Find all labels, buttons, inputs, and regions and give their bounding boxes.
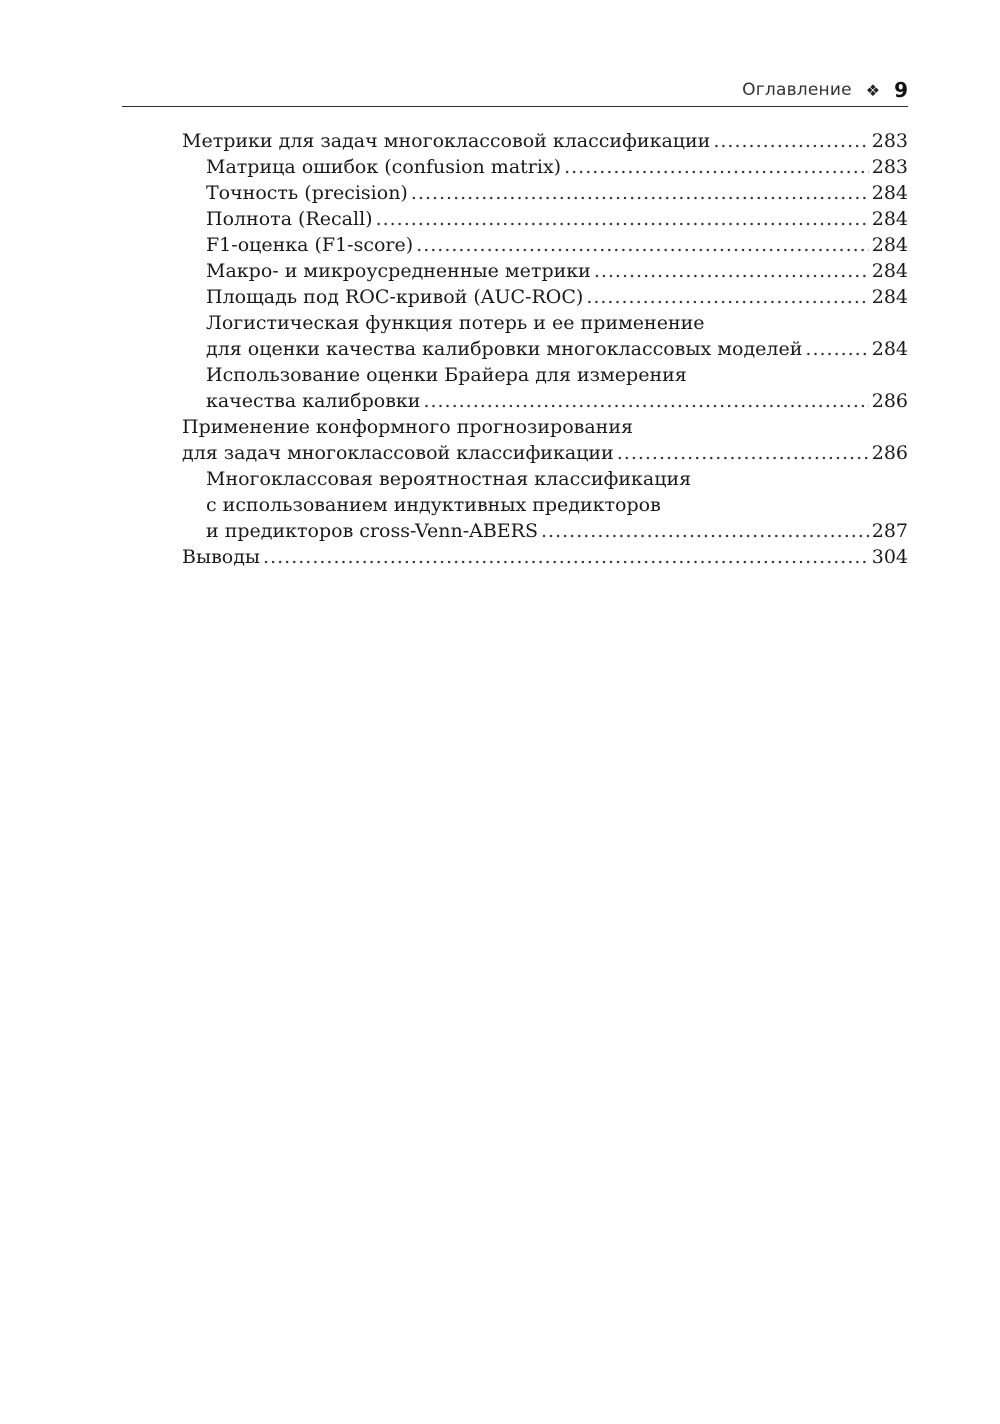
toc-entry[interactable]: [182, 154, 908, 180]
toc-page-number[interactable]: 286: [871, 390, 908, 412]
toc-entry-final-line: [206, 154, 908, 180]
toc-entry-title-line: Матрица ошибок (confusion matrix): [206, 156, 562, 178]
toc-entry-title-line: Метрики для задач многоклассовой классификации: [182, 130, 711, 152]
fleuron-ornament-icon: ❖: [865, 80, 881, 100]
dot-leader: [376, 206, 869, 232]
toc-entry-final-line: [206, 232, 908, 258]
toc-page-number[interactable]: 284: [871, 234, 908, 256]
toc-entry[interactable]: [182, 466, 908, 544]
running-header-title: Оглавление: [742, 80, 852, 100]
toc-entry[interactable]: [182, 284, 908, 310]
toc-page-number[interactable]: 283: [871, 130, 908, 152]
toc-page-number[interactable]: 284: [871, 208, 908, 230]
toc-entry-final-line: [206, 388, 908, 414]
toc-entry-final-line: [206, 258, 908, 284]
toc-entry-title-line: для оценки качества калибровки многоклассовых моделей: [206, 338, 803, 360]
dot-leader: [411, 180, 869, 206]
dot-leader: [713, 128, 868, 154]
dot-leader: [541, 518, 869, 544]
toc-entry[interactable]: [182, 414, 908, 466]
toc-entry-title-line: Выводы: [182, 546, 261, 568]
toc-page-number[interactable]: 284: [871, 182, 908, 204]
toc-page-number[interactable]: 284: [871, 338, 908, 360]
dot-leader: [586, 284, 868, 310]
toc-entry[interactable]: [182, 128, 908, 154]
toc-page-number[interactable]: 287: [871, 520, 908, 542]
toc-entry-final-line: [182, 544, 908, 570]
toc-entry-title-line: F1-оценка (F1-score): [206, 234, 414, 256]
toc-entry-title-line: качества калибровки: [206, 390, 421, 412]
toc-entry[interactable]: [182, 362, 908, 414]
dot-leader: [564, 154, 869, 180]
dot-leader: [594, 258, 869, 284]
dot-leader: [423, 388, 868, 414]
toc-page-number[interactable]: 286: [871, 442, 908, 464]
toc-entry-final-line: [206, 284, 908, 310]
toc-entry[interactable]: [182, 180, 908, 206]
toc-entry-title-line: для задач многоклассовой классификации: [182, 442, 614, 464]
toc-entry[interactable]: [182, 310, 908, 362]
toc-entry-final-line: [206, 336, 908, 362]
toc-entry-final-line: [206, 206, 908, 232]
toc-entry-title-line: Применение конформного прогнозирования: [182, 416, 633, 438]
toc-entry-final-line: [206, 180, 908, 206]
toc-entry[interactable]: [182, 206, 908, 232]
toc-entry-final-line: [182, 128, 908, 154]
running-header: [122, 74, 908, 107]
toc-page-number[interactable]: 284: [871, 260, 908, 282]
toc-entry-title-line: и предикторов cross-Venn-ABERS: [206, 520, 538, 542]
toc-entry-final-line: [182, 440, 908, 466]
toc-page-number[interactable]: 284: [871, 286, 908, 308]
dot-leader: [617, 440, 869, 466]
dot-leader: [416, 232, 869, 258]
toc-page-number[interactable]: 283: [871, 156, 908, 178]
toc-page-number[interactable]: 304: [871, 546, 908, 568]
dot-leader: [263, 544, 869, 570]
dot-leader: [805, 336, 868, 362]
toc-entry[interactable]: [182, 544, 908, 570]
toc-entry-title-line: Площадь под ROC-кривой (AUC-ROC): [206, 286, 584, 308]
toc-entry-title-line: Логистическая функция потерь и ее применение: [206, 312, 705, 334]
toc-entry-title-line: Макро- и микроусредненные метрики: [206, 260, 591, 282]
table-of-contents: [182, 128, 908, 570]
toc-entry-title-line: Полнота (Recall): [206, 208, 373, 230]
page-number: 9: [894, 78, 908, 102]
toc-entry[interactable]: [182, 232, 908, 258]
toc-entry-final-line: [206, 518, 908, 544]
toc-entry-title-line: Многоклассовая вероятностная классификация: [206, 468, 692, 490]
toc-entry-title-line: с использованием индуктивных предикторов: [206, 494, 661, 516]
toc-entry-title-line: Использование оценки Брайера для измерения: [206, 364, 687, 386]
toc-entry[interactable]: [182, 258, 908, 284]
toc-entry-title-line: Точность (precision): [206, 182, 408, 204]
